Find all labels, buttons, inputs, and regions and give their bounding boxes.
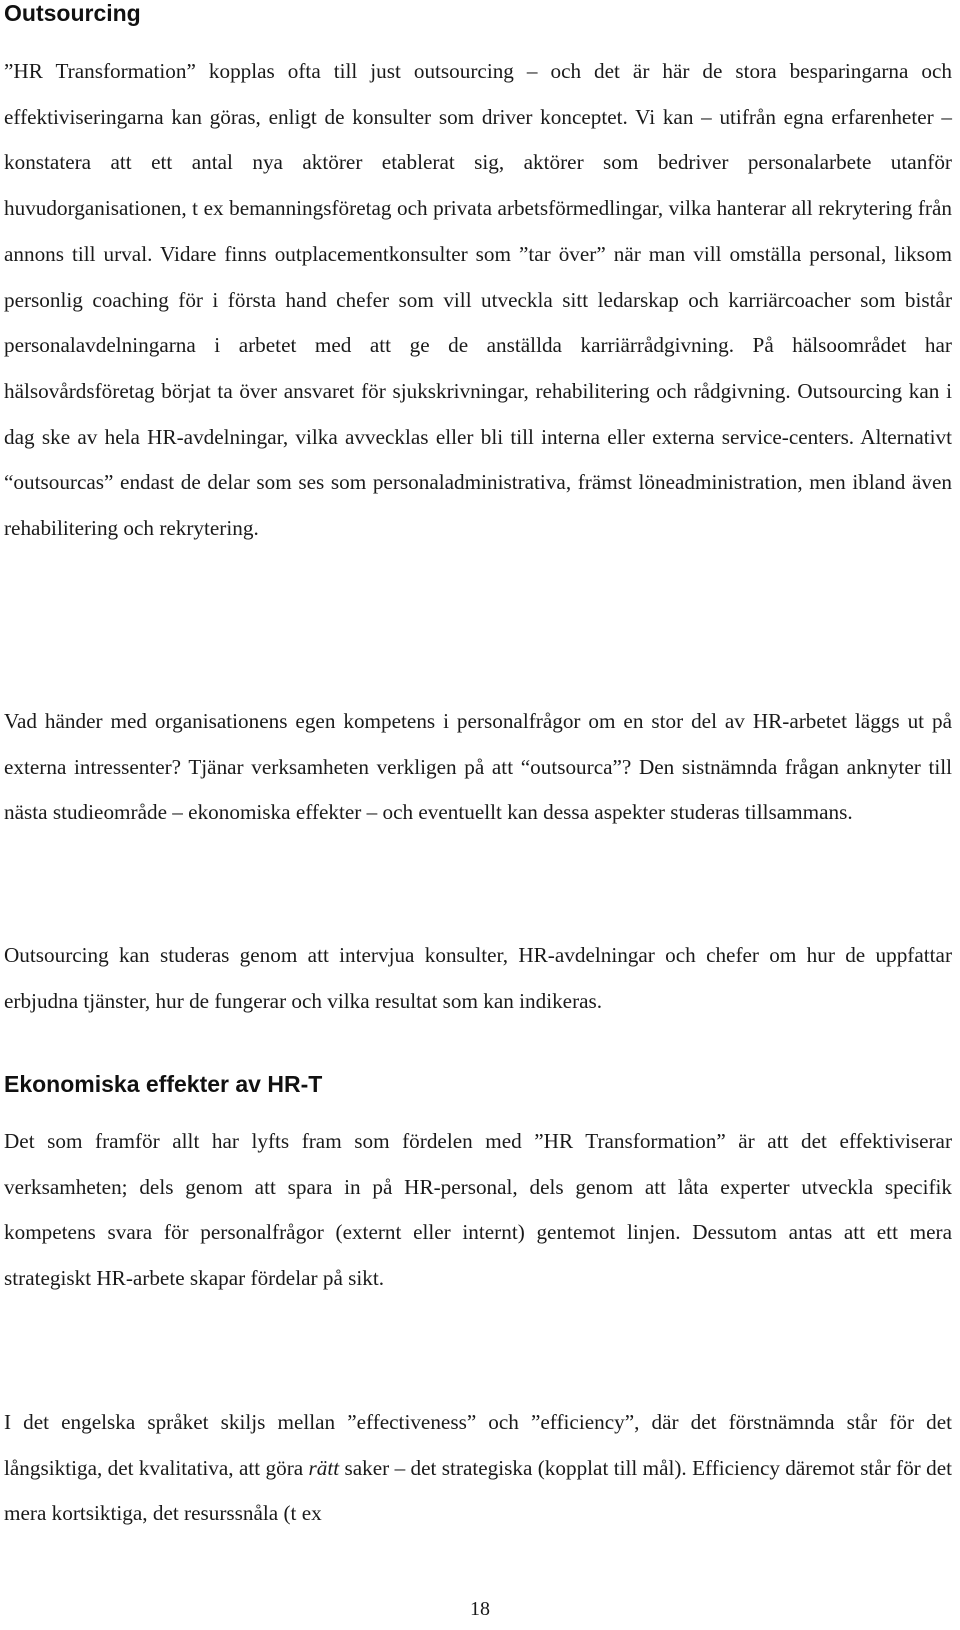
- text-run: I det engelska språket skiljs mellan ”effectiveness” och ”efficiency”, där det förstnämnda står för det långsiktiga, det kvalitativa, att göra: [4, 1410, 952, 1480]
- paragraph-outsourcing-method: Outsourcing kan studeras genom att intervjua konsulter, HR-avdelningar och chefer om hur de uppfattar erbjudna tjänster, hur de fungerar och vilka resultat som kan indikeras.: [4, 943, 952, 1013]
- section-heading-outsourcing: Outsourcing: [4, 0, 141, 26]
- paragraph-effectiveness-efficiency: [4, 1400, 952, 1537]
- text-run: saker – det strategiska (kopplat till mål). Efficiency däremot står för det mera kortsiktiga, det resurssnåla (t ex: [4, 1455, 952, 1526]
- page-number: 18: [470, 1598, 490, 1620]
- paragraph-outsourcing-intro: ”HR Transformation” kopplas ofta till just outsourcing – och det är här de stora besparingarna och effektiviseringarna kan göras, enligt de konsulter som driver konceptet. Vi kan – utifrån egna erfarenheter – konstatera att ett antal nya aktörer etablerat sig, aktörer som bedriver personalarbete utanför huvudorganisationen, t ex bemanningsföretag och privata arbetsförmedlingar, vilka hanterar all rekrytering från annons till urval. Vidare finns outplacementkonsulter som ”tar över” när man vill omställa personal, liksom personlig coaching för i första hand chefer som vill utveckla sitt ledarskap och karriärcoacher som bistår personalavdelningarna i arbetet med att ge de anställda karriärrådgivning. På hälsoområdet har hälsovårdsföretag börjat ta över ansvaret för sjukskrivningar, rehabilitering och rådgivning. Outsourcing kan i dag ske av hela HR-avdelningar, vilka avvecklas eller bli till interna eller externa service-centers. Alternativt “outsourcas” endast de delar som ses som personaladministrativa, främst löneadministration, men ibland även rehabilitering och rekrytering.: [4, 59, 952, 541]
- paragraph-outsourcing-competence: Vad händer med organisationens egen kompetens i personalfrågor om en stor del av HR-arbetet läggs ut på externa intressenter? Tjänar verksamheten verkligen på att “outsourca”? Den sistnämnda frågan anknyter till nästa studieområde – ekonomiska effekter – och eventuellt kan dessa aspekter studeras tillsammans.: [4, 709, 952, 825]
- italic-text-run: rätt: [308, 1455, 340, 1480]
- paragraph-economic-effects: Det som framför allt har lyfts fram som fördelen med ”HR Transformation” är att det effektiviserar verksamheten; dels genom att spara in på HR-personal, dels genom att låta experter utveckla specifik kompetens svara för personalfrågor (externt eller internt) gentemot linjen. Dessutom antas att ett mera strategiskt HR-arbete skapar fördelar på sikt.: [4, 1129, 952, 1291]
- section-heading-economic-effects: Ekonomiska effekter av HR-T: [4, 1071, 323, 1097]
